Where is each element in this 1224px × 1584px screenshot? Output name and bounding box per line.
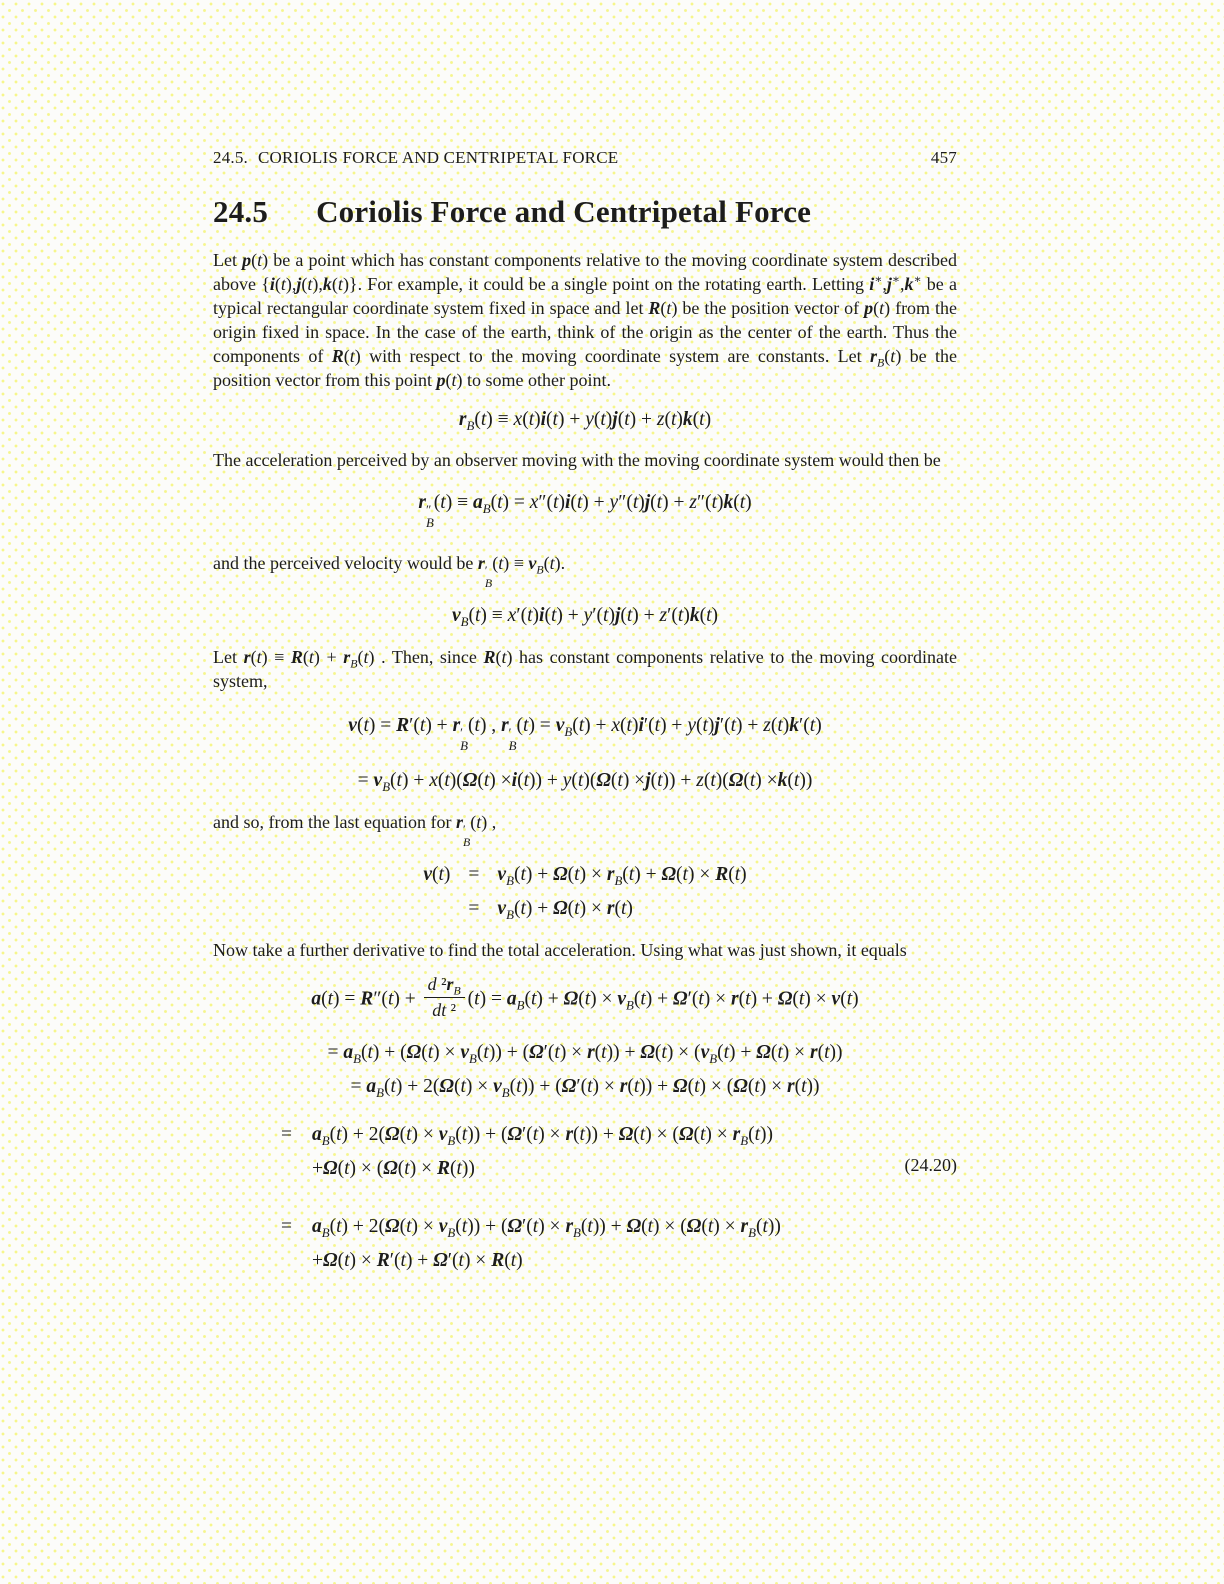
- equation-tag-24-20: (24.20): [904, 1155, 957, 1176]
- eq-line2: +Ω(t) × R′(t) + Ω′(t) × R(t): [312, 1250, 523, 1272]
- page-content: [213, 148, 957, 1272]
- eq-rel-spacer: [281, 1158, 292, 1180]
- equation-v-expansion-line2: = $v_B(t) + x(t)(\Omega(t) \times i(t)) + y(t)(\Omega(t) \times j(t)) + z(t)(\Omega(t) \times k(t))$: [357, 769, 813, 794]
- equation-24-20-grid: [281, 1124, 773, 1180]
- equation-total-acceleration: a(t) = R″(t) + $\frac{d ^2r_B}{\text{dt ²}}$ $(t) = a_B(t) + \Omega(t) \times v_B(t) + \Omega'(t) \times r(t) + \Omega(t) \times v(t)$: [311, 974, 859, 1020]
- paragraph-further-derivative: Now take a further derivative to find the total acceleration. Using what was just shown, it equals: [213, 940, 907, 961]
- paragraph-let-r: Let $r(t) \equiv R(t) + r_B(t)$ . Then, since R(t) has constant components relative to the moving coordinate system,: [213, 647, 957, 692]
- equation-acceleration-expansion-1: = $a_B(t) + (\Omega(t) \times v_B(t)) + (\Omega'(t) \times r(t)) + \Omega(t) \times (v_B(t) + \Omega(t) \times r(t))$: [327, 1042, 843, 1066]
- equation-v-expansion-line1: v(t) = R′(t) + r ′ B (t) , r ′ B $(t) = v_B(t) + x(t)i'(t) + y(t)j'(t) + z(t)k'(t)$: [348, 715, 822, 754]
- paragraph-velocity: and the perceived velocity would be r ′ B $(t) \equiv v_B(t)$.: [213, 552, 566, 590]
- paragraph-acceleration: The acceleration perceived by an observer moving with the moving coordinate system would then be: [213, 450, 941, 470]
- aligned-rel: =: [468, 864, 480, 886]
- equation-rb-definition: $r_B(t) \equiv x(t)i(t) + y(t)j(t) + z(t)k(t)$: [458, 409, 712, 433]
- page-number: 457: [930, 148, 957, 167]
- aligned-rhs: $v_B(t) + \Omega(t) \times r_B(t) + \Omega(t) \times R(t)$: [497, 864, 747, 889]
- running-header-section-text: CORIOLIS FORCE AND CENTRIPETAL FORCE: [258, 148, 619, 167]
- aligned-rhs: $v_B(t) + \Omega(t) \times r(t)$: [497, 898, 633, 923]
- section-number: 24.5: [213, 194, 269, 229]
- eq-line1: $a_B(t) + 2(\Omega(t) \times v_B(t)) + (\Omega'(t) \times r(t)) + \Omega(t) \times (\Omega(t) \times r_B(t))$: [312, 1124, 774, 1148]
- equation-vb-definition: $v_B(t) \equiv x'(t)i(t) + y'(t)j(t) + z'(t)k(t)$: [451, 605, 718, 629]
- equation-24-20: [213, 1124, 957, 1180]
- running-header-left: [213, 148, 618, 168]
- aligned-rel: =: [468, 898, 480, 920]
- equation-velocity-aligned: [423, 864, 747, 923]
- section-title: [213, 194, 957, 230]
- running-header-section-number: 24.5.: [213, 148, 248, 167]
- aligned-lhs: [423, 898, 450, 920]
- eq-rel: =: [281, 1216, 292, 1238]
- paragraph-intro: Let p(t) be a point which has constant components relative to the moving coordinate system described above {i(t),j(t),k(t)}. For example, it could be a single point on the rotating earth. Letting i∗,j∗,k∗ be a typical rectangular coordinate system fixed in space and let R(t) be the position vector of p(t) from the origin fixed in space. In the case of the earth, think of the origin as the center of the earth. Thus the components of R(t) with respect to the moving coordinate system are constants. Let $r_B(t)$ be the position vector from this point p(t) to some other point.: [213, 250, 958, 390]
- eq-line2: +Ω(t) × (Ω(t) × R(t)): [312, 1158, 475, 1180]
- running-header: [213, 148, 957, 168]
- aligned-lhs: v(t): [423, 864, 451, 886]
- section-title-text: Coriolis Force and Centripetal Force: [316, 194, 812, 229]
- eq-rel-spacer: [281, 1250, 292, 1272]
- equation-final-grid: [281, 1216, 781, 1272]
- eq-line1: $a_B(t) + 2(\Omega(t) \times v_B(t)) + (\Omega'(t) \times r_B(t)) + \Omega(t) \times (\Omega(t) \times r_B(t))$: [312, 1216, 781, 1240]
- equation-final-expansion: [213, 1216, 957, 1272]
- eq-rel: =: [281, 1124, 292, 1146]
- equation-ab-definition: r ″ B $(t) \equiv a_B(t) = x''(t)i(t) + y''(t)j(t) + z''(t)k(t)$: [418, 492, 752, 531]
- equation-acceleration-expansion-2: = $a_B(t) + 2(\Omega(t) \times v_B(t)) + (\Omega'(t) \times r(t)) + \Omega(t) \times (\Omega(t) \times r(t))$: [350, 1076, 820, 1100]
- paragraph-and-so: and so, from the last equation for r ′ B (t) ,: [213, 811, 497, 849]
